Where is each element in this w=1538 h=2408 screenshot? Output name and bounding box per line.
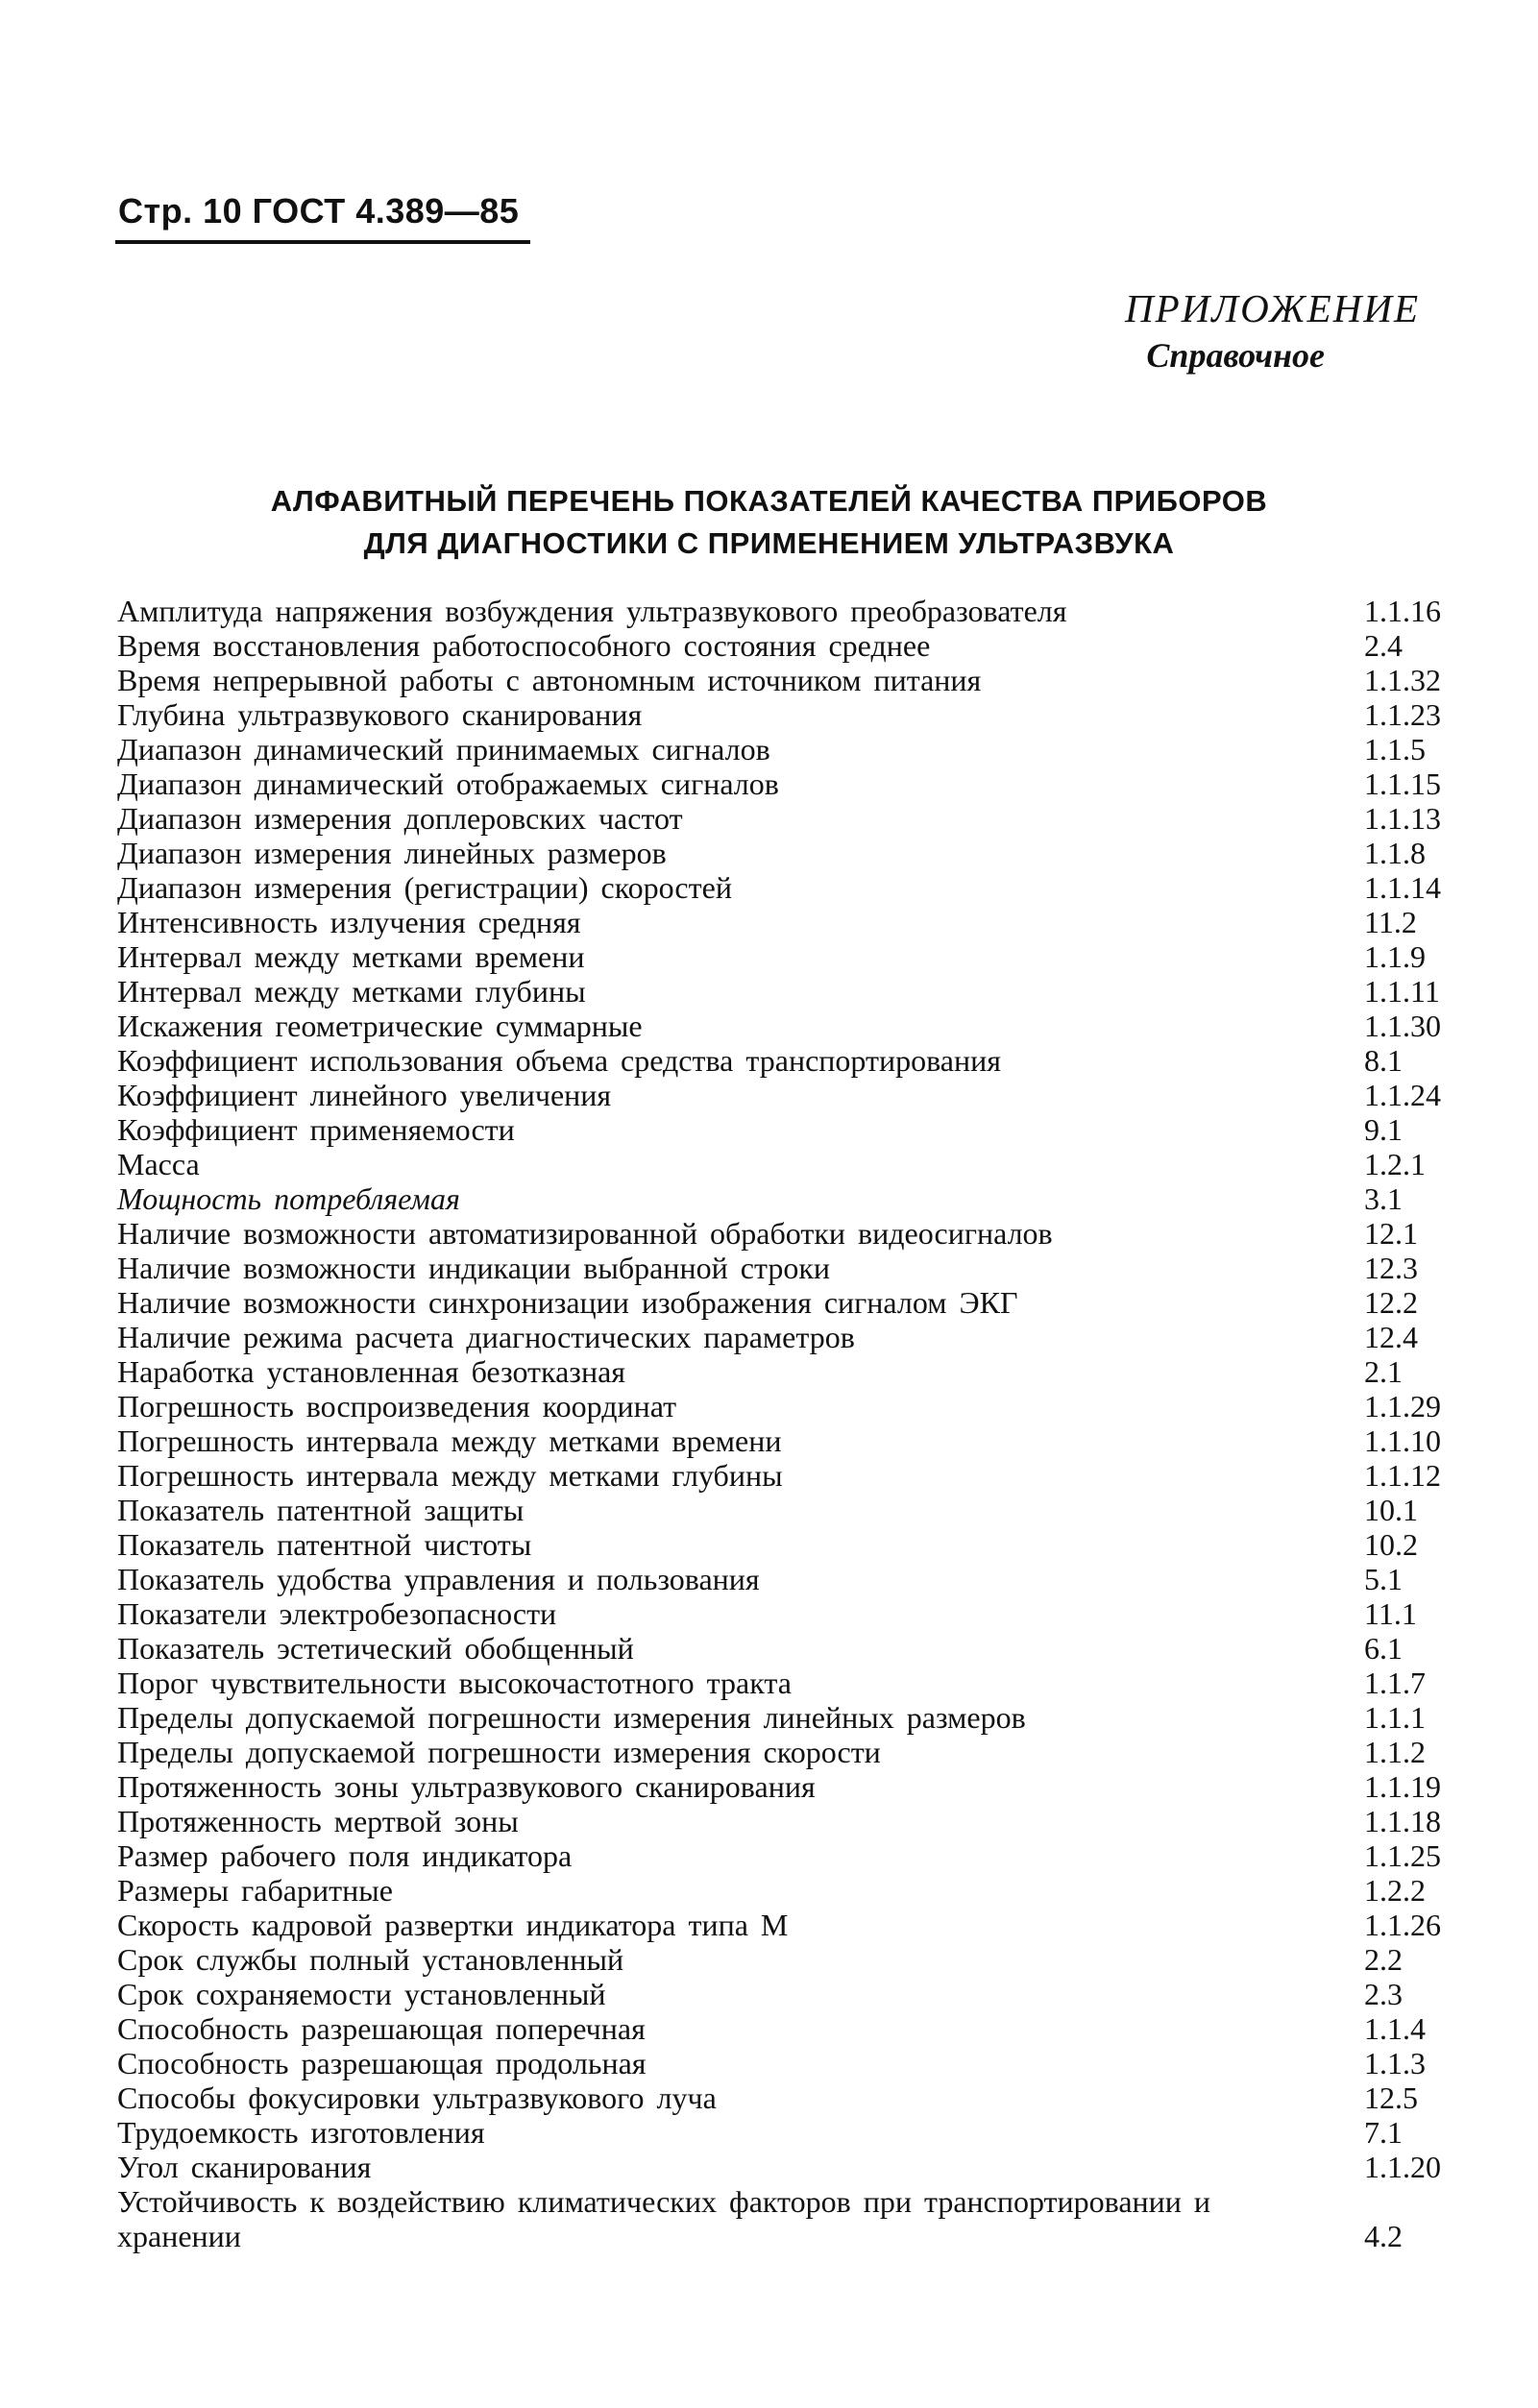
index-row (117, 2150, 1462, 2184)
index-ref: 1.1.12 (1364, 1458, 1441, 1493)
index-ref: 1.1.11 (1364, 974, 1440, 1009)
index-term: Трудоемкость изготовления (117, 2115, 485, 2150)
index-term: Срок сохраняемости установленный (117, 1977, 606, 2011)
index-row (117, 905, 1462, 939)
index-ref: 1.1.10 (1364, 1423, 1441, 1458)
index-row (117, 1838, 1462, 1873)
index-term: Наличие возможности индикации выбранной строки (117, 1251, 830, 1285)
index-term: Показатель удобства управления и пользования (117, 1562, 760, 1596)
index-row (117, 1389, 1462, 1423)
index-row (117, 1354, 1462, 1389)
index-ref: 1.1.13 (1364, 801, 1441, 836)
heading-line-1: АЛФАВИТНЫЙ ПЕРЕЧЕНЬ ПОКАЗАТЕЛЕЙ КАЧЕСТВА ПРИБОРОВ (270, 484, 1268, 518)
index-term: Пределы допускаемой погрешности измерения линейных размеров (117, 1700, 1026, 1735)
index-term: Глубина ультразвукового сканирования (117, 697, 643, 732)
index-row (117, 766, 1462, 801)
index-row (117, 870, 1462, 905)
index-row (117, 1216, 1462, 1251)
index-ref: 9.1 (1364, 1112, 1403, 1147)
index-term: Угол сканирования (117, 2150, 372, 2184)
index-ref: 1.1.15 (1364, 766, 1441, 801)
index-ref: 1.1.26 (1364, 1908, 1441, 1942)
index-ref: 1.1.19 (1364, 1769, 1441, 1804)
index-term: Амплитуда напряжения возбуждения ультразвукового преобразователя (117, 594, 1067, 628)
index-ref: 1.1.25 (1364, 1838, 1441, 1873)
index-row (117, 2046, 1462, 2080)
index-term: Погрешность воспроизведения координат (117, 1389, 677, 1423)
index-term: Диапазон измерения доплеровских частот (117, 801, 683, 836)
index-term: Устойчивость к воздействию климатических факторов при транспортировании и хранении (117, 2184, 1211, 2253)
index-ref: 1.1.32 (1364, 663, 1441, 697)
index-row (117, 939, 1462, 974)
index-row (117, 1493, 1462, 1527)
heading-line-2: ДЛЯ ДИАГНОСТИКИ С ПРИМЕНЕНИЕМ УЛЬТРАЗВУКА (363, 526, 1175, 560)
index-term: Наработка установленная безотказная (117, 1354, 625, 1389)
index-ref: 1.1.30 (1364, 1009, 1441, 1043)
index-row (117, 2115, 1462, 2150)
index-ref: 1.1.23 (1364, 697, 1441, 732)
index-row (117, 732, 1462, 766)
index-row (117, 1423, 1462, 1458)
index-row (117, 1735, 1462, 1769)
index-term: Погрешность интервала между метками времени (117, 1423, 782, 1458)
index-ref: 2.1 (1364, 1354, 1403, 1389)
index-ref: 1.1.20 (1364, 2150, 1441, 2184)
index-row (117, 1942, 1462, 1977)
index-ref: 10.1 (1364, 1493, 1418, 1527)
index-term: Способы фокусировки ультразвукового луча (117, 2080, 717, 2115)
page-header: Стр. 10 ГОСТ 4.389—85 (118, 191, 520, 231)
index-row (117, 1908, 1462, 1942)
index-term: Способность разрешающая поперечная (117, 2011, 646, 2046)
index-ref: 12.4 (1364, 1320, 1418, 1354)
index-ref: 2.4 (1364, 628, 1403, 663)
index-term: Диапазон измерения линейных размеров (117, 836, 667, 870)
header-rule (115, 240, 530, 244)
index-term: Коэффициент использования объема средства транспортирования (117, 1043, 1001, 1078)
index-ref: 1.1.3 (1364, 2046, 1426, 2080)
index-term: Срок службы полный установленный (117, 1942, 624, 1977)
index-row (117, 1251, 1462, 1285)
index-ref: 12.2 (1364, 1285, 1418, 1320)
index-ref: 1.1.7 (1364, 1666, 1426, 1700)
index-row (117, 1873, 1462, 1908)
index-term: Порог чувствительности высокочастотного тракта (117, 1666, 792, 1700)
index-ref: 1.2.2 (1364, 1873, 1426, 1908)
index-row (117, 1804, 1462, 1838)
index-row (117, 1596, 1462, 1631)
index-ref: 2.3 (1364, 1977, 1403, 2011)
index-row (117, 1562, 1462, 1596)
index-row (117, 1181, 1462, 1216)
index-row (117, 1527, 1462, 1562)
index-row (117, 1977, 1462, 2011)
index-ref: 12.1 (1364, 1216, 1418, 1251)
index-row (117, 697, 1462, 732)
index-term: Показатели электробезопасности (117, 1596, 557, 1631)
index-ref: 10.2 (1364, 1527, 1418, 1562)
index-row (117, 1458, 1462, 1493)
index-ref: 1.1.24 (1364, 1078, 1441, 1112)
index-term: Диапазон динамический отображаемых сигналов (117, 766, 779, 801)
index-row (117, 628, 1462, 663)
appendix-title: ПРИЛОЖЕНИЕ (1125, 286, 1420, 330)
index-ref: 8.1 (1364, 1043, 1403, 1078)
document-heading (0, 480, 1538, 565)
index-term: Диапазон динамический принимаемых сигналов (117, 732, 770, 766)
index-term: Коэффициент линейного увеличения (117, 1078, 612, 1112)
index-ref: 1.1.16 (1364, 594, 1441, 628)
index-ref: 1.1.5 (1364, 732, 1426, 766)
index-row (117, 2184, 1462, 2253)
index-term: Показатель патентной защиты (117, 1493, 525, 1527)
index-term: Пределы допускаемой погрешности измерения скорости (117, 1735, 881, 1769)
index-term: Размеры габаритные (117, 1873, 393, 1908)
index-term: Диапазон измерения (регистрации) скоростей (117, 870, 732, 905)
index-row (117, 1285, 1462, 1320)
index-ref: 1.1.1 (1364, 1700, 1426, 1735)
index-term: Масса (117, 1147, 200, 1181)
index-row (117, 1631, 1462, 1666)
index-term: Протяженность мертвой зоны (117, 1804, 519, 1838)
index-row (117, 1320, 1462, 1354)
index-ref: 1.1.18 (1364, 1804, 1441, 1838)
index-row (117, 1078, 1462, 1112)
index-term: Размер рабочего поля индикатора (117, 1838, 573, 1873)
index-row (117, 2011, 1462, 2046)
index-list (117, 594, 1462, 2253)
index-ref: 4.2 (1364, 2219, 1403, 2253)
index-ref: 7.1 (1364, 2115, 1403, 2150)
index-term: Искажения геометрические суммарные (117, 1009, 643, 1043)
index-ref: 1.1.8 (1364, 836, 1426, 870)
index-ref: 11.2 (1364, 905, 1417, 939)
index-term: Интенсивность излучения средняя (117, 905, 581, 939)
index-row (117, 836, 1462, 870)
index-term: Погрешность интервала между метками глубины (117, 1458, 783, 1493)
index-ref: 1.1.14 (1364, 870, 1441, 905)
appendix-subtitle: Справочное (1146, 336, 1325, 375)
index-term: Наличие режима расчета диагностических параметров (117, 1320, 855, 1354)
index-row (117, 1009, 1462, 1043)
index-ref: 1.1.2 (1364, 1735, 1426, 1769)
index-term: Скорость кадровой развертки индикатора типа М (117, 1908, 789, 1942)
index-term: Мощность потребляемая (117, 1181, 460, 1216)
index-row (117, 663, 1462, 697)
index-row (117, 1147, 1462, 1181)
index-row (117, 1769, 1462, 1804)
index-row (117, 1043, 1462, 1078)
index-ref: 1.2.1 (1364, 1147, 1426, 1181)
index-row (117, 1112, 1462, 1147)
index-ref: 12.3 (1364, 1251, 1418, 1285)
index-ref: 2.2 (1364, 1942, 1403, 1977)
index-row (117, 1700, 1462, 1735)
index-row (117, 974, 1462, 1009)
index-term: Показатель эстетический обобщенный (117, 1631, 634, 1666)
index-row (117, 801, 1462, 836)
index-ref: 1.1.4 (1364, 2011, 1426, 2046)
index-term: Протяженность зоны ультразвукового сканирования (117, 1769, 816, 1804)
index-row (117, 594, 1462, 628)
index-ref: 12.5 (1364, 2080, 1418, 2115)
index-ref: 11.1 (1364, 1596, 1417, 1631)
index-term: Время восстановления работоспособного состояния среднее (117, 628, 931, 663)
index-term: Показатель патентной чистоты (117, 1527, 532, 1562)
index-ref: 1.1.9 (1364, 939, 1426, 974)
index-term: Способность разрешающая продольная (117, 2046, 647, 2080)
index-ref: 1.1.29 (1364, 1389, 1441, 1423)
index-ref: 5.1 (1364, 1562, 1403, 1596)
index-row (117, 1666, 1462, 1700)
index-term: Время непрерывной работы с автономным источником питания (117, 663, 982, 697)
index-ref: 3.1 (1364, 1181, 1403, 1216)
index-term: Интервал между метками времени (117, 939, 585, 974)
index-term: Интервал между метками глубины (117, 974, 586, 1009)
index-term: Наличие возможности автоматизированной обработки видеосигналов (117, 1216, 1053, 1251)
index-ref: 6.1 (1364, 1631, 1403, 1666)
index-term: Наличие возможности синхронизации изображения сигналом ЭКГ (117, 1285, 1018, 1320)
index-term: Коэффициент применяемости (117, 1112, 515, 1147)
index-row (117, 2080, 1462, 2115)
